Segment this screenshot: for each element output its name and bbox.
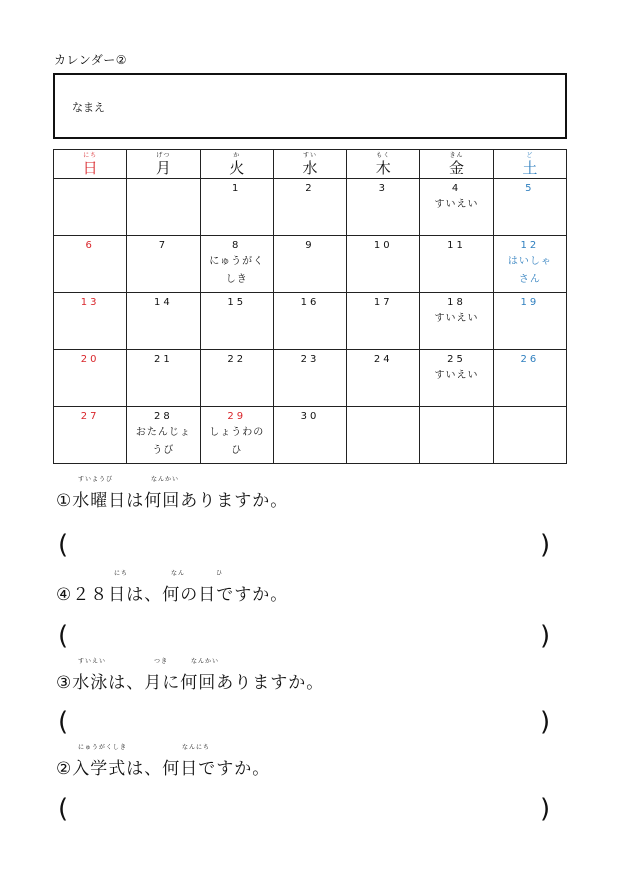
- calendar-cell: 4 すいえい: [420, 179, 493, 236]
- answer-3-open-paren: (: [58, 707, 69, 737]
- calendar-cell: 11: [420, 236, 493, 293]
- event-note-cont: さん: [518, 274, 541, 285]
- question-4-ruby-c: ひ: [216, 570, 224, 577]
- calendar-cell: 2: [273, 179, 346, 236]
- event-note: しょうわの: [209, 427, 265, 438]
- calendar-cell: 22: [200, 350, 273, 407]
- question-1-text: ①水曜日は何回ありますか。: [56, 491, 289, 511]
- question-2-text: ②入学式は、何日ですか。: [56, 759, 271, 779]
- calendar-cell: [54, 179, 127, 236]
- calendar-week-row: [54, 179, 567, 236]
- calendar-cell: 3: [347, 179, 420, 236]
- calendar-cell: 23: [273, 350, 346, 407]
- calendar-cell: 5: [493, 179, 566, 236]
- calendar-cell: 6: [54, 236, 127, 293]
- calendar-cell: 25 すいえい: [420, 350, 493, 407]
- calendar-cell: 7: [127, 236, 200, 293]
- calendar-cell: 29 しょうわの ひ: [200, 407, 273, 464]
- event-note: すいえい: [434, 313, 479, 324]
- question-4: [56, 570, 289, 605]
- question-4-text: ④２８日は、何の日ですか。: [56, 585, 289, 605]
- calendar-cell: 9: [273, 236, 346, 293]
- question-2-ruby-b: なんにち: [182, 744, 211, 751]
- question-1: [56, 476, 289, 511]
- question-2: [56, 744, 271, 779]
- calendar-week-row: [54, 350, 567, 407]
- calendar-cell: 20: [54, 350, 127, 407]
- calendar-cell: 1: [200, 179, 273, 236]
- calendar-cell: [127, 179, 200, 236]
- answer-2-close-paren: ): [540, 794, 551, 824]
- answer-1-open-paren: (: [58, 530, 69, 560]
- answer-4-open-paren: (: [58, 621, 69, 651]
- weekday-tue: か 火: [200, 150, 273, 179]
- weekday-wed: すい 水: [273, 150, 346, 179]
- weekday-fri: きん 金: [420, 150, 493, 179]
- weekday-mon: げつ 月: [127, 150, 200, 179]
- calendar-cell: 26: [493, 350, 566, 407]
- calendar-cell: 24: [347, 350, 420, 407]
- answer-4-close-paren: ): [540, 621, 551, 651]
- calendar-cell: 8 にゅうがく しき: [200, 236, 273, 293]
- name-box[interactable]: [53, 73, 567, 139]
- calendar-cell: 27: [54, 407, 127, 464]
- question-1-ruby-b: なんかい: [151, 476, 180, 483]
- calendar-cell: 14: [127, 293, 200, 350]
- calendar-cell: [420, 407, 493, 464]
- calendar-cell: 21: [127, 350, 200, 407]
- event-note-cont: うび: [152, 445, 175, 456]
- event-note: おたんじょ: [135, 427, 191, 438]
- calendar-cell: 12 はいしゃ さん: [493, 236, 566, 293]
- calendar-cell: 10: [347, 236, 420, 293]
- question-3-ruby-b: つき: [154, 658, 169, 665]
- calendar-cell: 16: [273, 293, 346, 350]
- event-note: はいしゃ: [507, 256, 552, 267]
- question-2-ruby-a: にゅうがくしき: [78, 744, 127, 751]
- weekday-sat: ど 土: [493, 150, 566, 179]
- question-3: [56, 658, 325, 693]
- calendar-cell: 28 おたんじょ うび: [127, 407, 200, 464]
- answer-3-close-paren: ): [540, 707, 551, 737]
- event-note-cont: ひ: [231, 445, 243, 456]
- event-note-cont: しき: [225, 274, 248, 285]
- answer-2-open-paren: (: [58, 794, 69, 824]
- name-label: なまえ: [72, 101, 105, 114]
- question-4-ruby-a: にち: [114, 570, 129, 577]
- calendar-cell: [493, 407, 566, 464]
- event-note: すいえい: [434, 199, 479, 210]
- calendar-week-row: [54, 293, 567, 350]
- calendar-week-row: [54, 407, 567, 464]
- event-note: にゅうがく: [209, 256, 265, 267]
- calendar-cell: 17: [347, 293, 420, 350]
- calendar-cell: 30: [273, 407, 346, 464]
- calendar-cell: 18 すいえい: [420, 293, 493, 350]
- question-3-ruby-c: なんかい: [191, 658, 220, 665]
- calendar-table: [53, 149, 567, 464]
- question-3-text: ③水泳は、月に何回ありますか。: [56, 673, 325, 693]
- calendar-cell: [347, 407, 420, 464]
- worksheet-title: カレンダー②: [54, 53, 127, 67]
- question-1-ruby-a: すいようび: [78, 476, 114, 483]
- calendar-cell: 19: [493, 293, 566, 350]
- calendar-cell: 13: [54, 293, 127, 350]
- answer-1-close-paren: ): [540, 530, 551, 560]
- calendar-week-row: [54, 236, 567, 293]
- weekday-header-row: [54, 150, 567, 179]
- event-note: すいえい: [434, 370, 479, 381]
- calendar-cell: 15: [200, 293, 273, 350]
- weekday-thu: もく 木: [347, 150, 420, 179]
- question-4-ruby-b: なん: [171, 570, 186, 577]
- question-3-ruby-a: すいえい: [78, 658, 107, 665]
- weekday-sun: にち 日: [54, 150, 127, 179]
